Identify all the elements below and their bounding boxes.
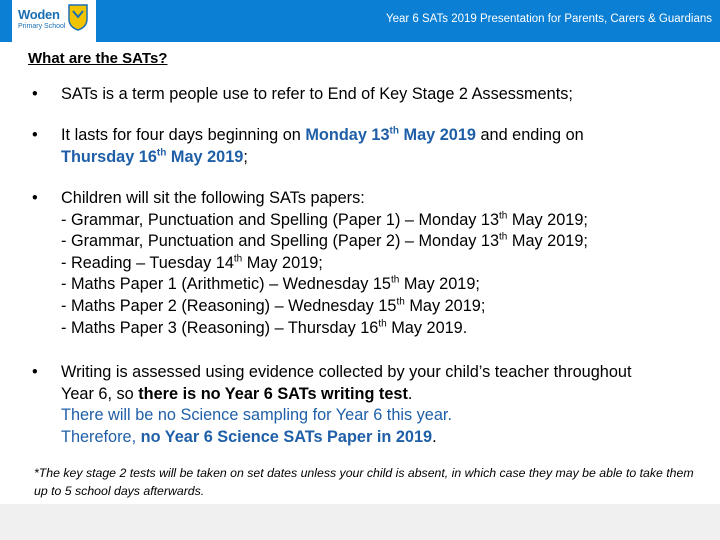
school-logo xyxy=(12,0,96,42)
logo-subtitle: Primary School xyxy=(18,23,66,30)
bottom-bar xyxy=(0,504,720,540)
bullet-dot: • xyxy=(32,189,38,207)
logo-name: Woden xyxy=(18,7,60,22)
school-crest-icon xyxy=(67,3,89,31)
end-date: Thursday 16th May 2019 xyxy=(61,147,244,166)
header-bar xyxy=(0,0,720,42)
paper-item: - Maths Paper 1 (Arithmetic) – Wednesday 15th May 2019; xyxy=(61,274,480,294)
science-paper-line: Therefore, no Year 6 Science SATs Paper in 2019. xyxy=(61,427,437,446)
bullet-dot: • xyxy=(32,126,38,144)
paper-item: - Grammar, Punctuation and Spelling (Paper 2) – Monday 13th May 2019; xyxy=(61,231,588,251)
paper-item: - Maths Paper 2 (Reasoning) – Wednesday 15th May 2019; xyxy=(61,296,486,315)
bullet-dot: • xyxy=(32,363,38,381)
bullet-dot: • xyxy=(32,85,38,103)
writing-line-2: Year 6, so there is no Year 6 SATs writing test. xyxy=(61,384,413,403)
paper-item: - Maths Paper 3 (Reasoning) – Thursday 16th May 2019. xyxy=(61,318,468,337)
footnote: *The key stage 2 tests will be taken on set dates unless your child is absent, in which case they may be able to take them up to 5 school days afterwards. xyxy=(34,466,694,498)
start-date: Monday 13th May 2019 xyxy=(305,125,476,144)
paper-item: - Reading – Tuesday 14th May 2019; xyxy=(61,253,323,272)
presentation-title: Year 6 SATs 2019 Presentation for Parents, Carers & Guardians xyxy=(385,13,712,25)
writing-line-1: Writing is assessed using evidence collected by your child’s teacher throughout xyxy=(61,363,632,381)
slide-heading: What are the SATs? xyxy=(28,50,168,67)
bullet-text: SATs is a term people use to refer to End of Key Stage 2 Assessments; xyxy=(61,85,573,103)
paper-item: - Grammar, Punctuation and Spelling (Paper 1) – Monday 13th May 2019; xyxy=(61,210,588,229)
papers-intro: Children will sit the following SATs papers: xyxy=(61,189,365,207)
science-sampling-line: There will be no Science sampling for Year 6 this year. xyxy=(61,406,452,425)
bullet-text: It lasts for four days beginning on xyxy=(61,126,306,144)
